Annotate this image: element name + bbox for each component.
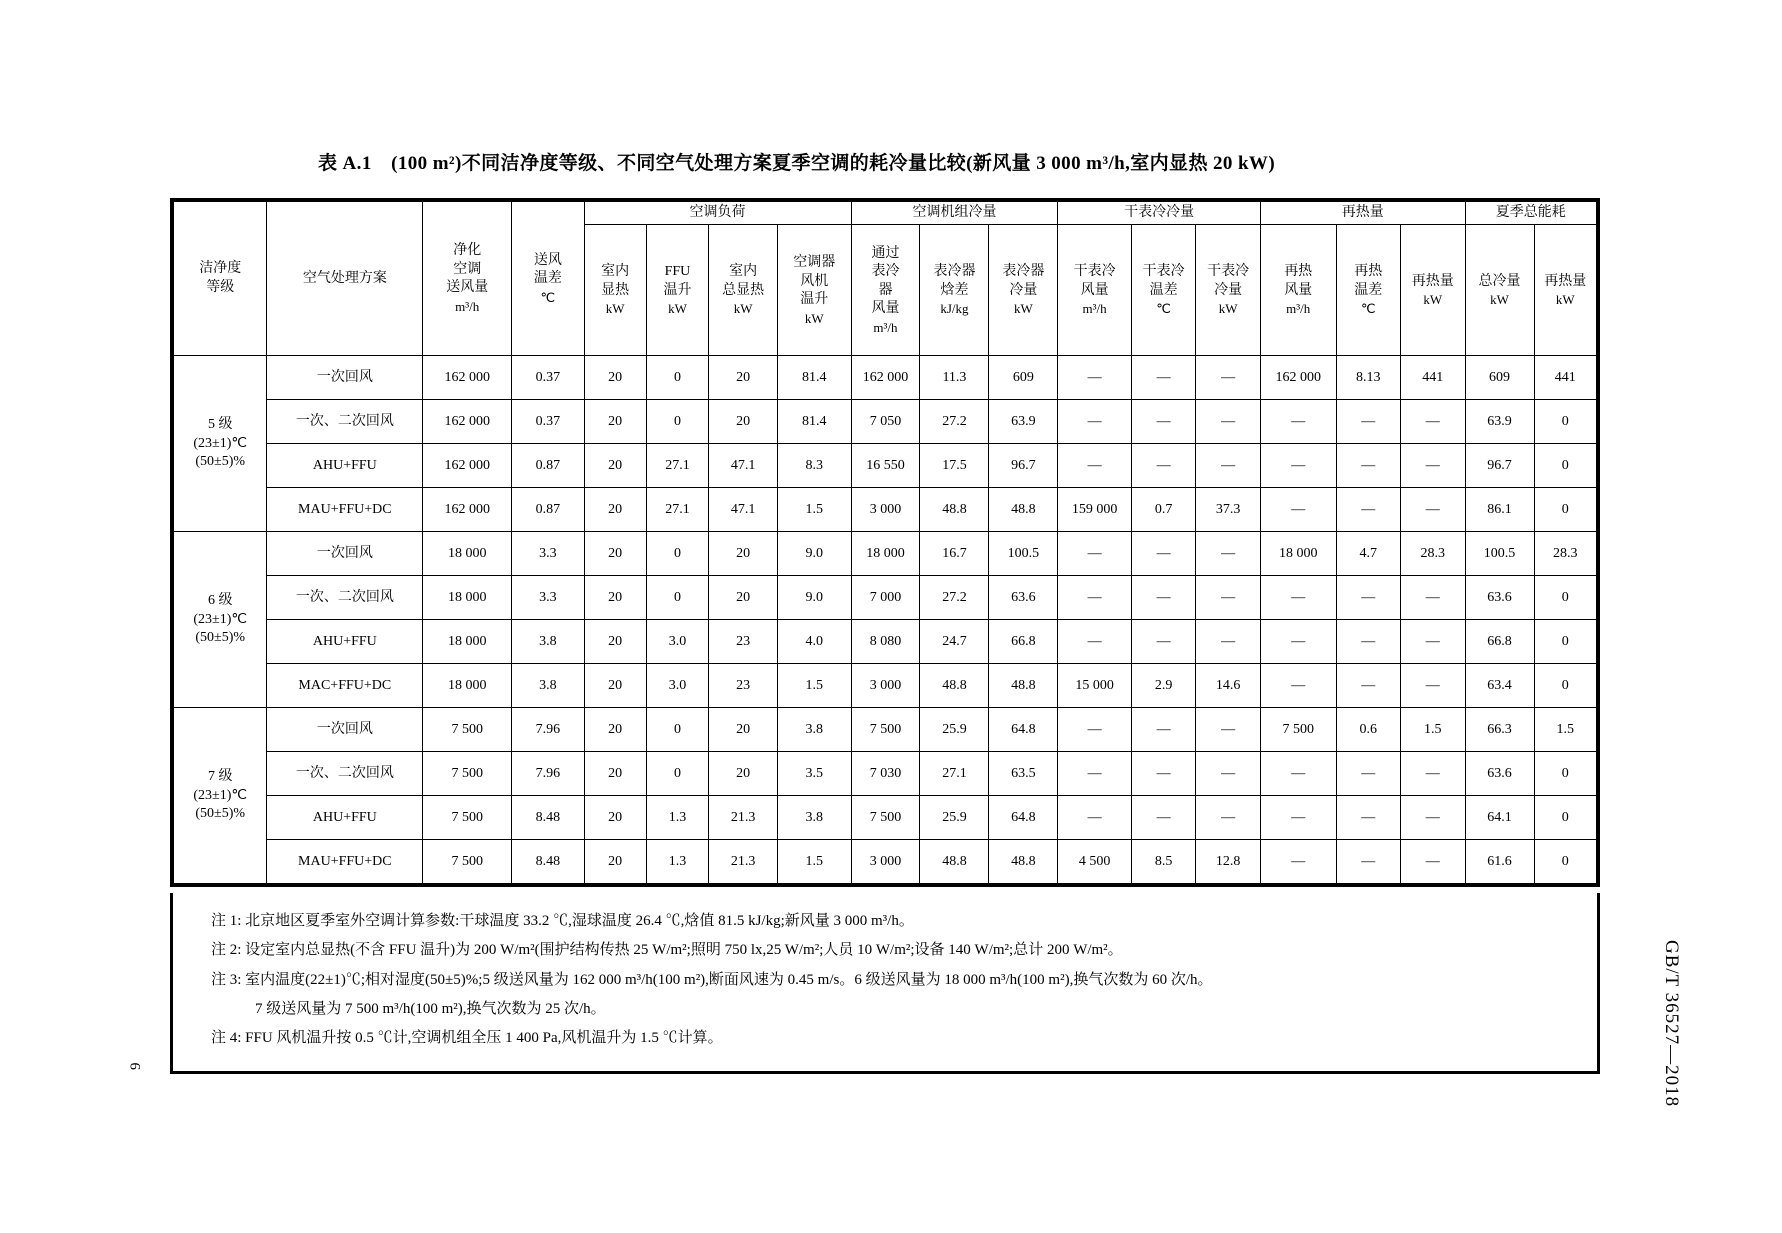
cell: — <box>1260 576 1336 620</box>
table-body <box>174 356 1597 884</box>
scheme-label: 一次、二次回风 <box>267 576 423 620</box>
table-notes <box>170 893 1600 1074</box>
cell: 23 <box>709 664 778 708</box>
note-item: 注 3: 室内温度(22±1)℃;相对湿度(50±5)%;5 级送风量为 162 000 m³/h(100 m²),断面风速为 0.45 m/s。6 级送风量为 18 000 m³/h(100 m²),换气次数为 60 次/h。 <box>211 971 1213 988</box>
scheme-label: 一次回风 <box>267 532 423 576</box>
cell: 1.5 <box>1534 708 1596 752</box>
cell: 7 500 <box>423 796 512 840</box>
cell: 20 <box>584 796 646 840</box>
scheme-label: MAU+FFU+DC <box>267 488 423 532</box>
page-number: 9 <box>128 1062 144 1070</box>
table-row <box>174 840 1597 884</box>
scheme-label: MAC+FFU+DC <box>267 664 423 708</box>
cell: 63.9 <box>989 400 1058 444</box>
table-row <box>174 532 1597 576</box>
cell: — <box>1196 620 1261 664</box>
cell: 0 <box>646 576 708 620</box>
cell: — <box>1058 576 1131 620</box>
cell: 0 <box>1534 444 1596 488</box>
table-row <box>174 444 1597 488</box>
cell: 18 000 <box>1260 532 1336 576</box>
scheme-label: AHU+FFU <box>267 444 423 488</box>
cell: 4.0 <box>778 620 851 664</box>
cell: — <box>1260 752 1336 796</box>
cell: 16 550 <box>851 444 920 488</box>
comparison-table <box>173 201 1597 884</box>
cell: 11.3 <box>920 356 989 400</box>
cell: 3.3 <box>512 576 584 620</box>
cell: 27.1 <box>646 488 708 532</box>
cell: 4.7 <box>1336 532 1401 576</box>
table-row <box>174 356 1597 400</box>
cell: 0.6 <box>1336 708 1401 752</box>
cell: — <box>1058 752 1131 796</box>
cell: — <box>1336 620 1401 664</box>
cell: — <box>1260 796 1336 840</box>
cell: 20 <box>709 752 778 796</box>
cell: 25.9 <box>920 796 989 840</box>
group-header-reheat: 再热量 <box>1260 202 1465 225</box>
cell: 1.5 <box>778 664 851 708</box>
cell: 81.4 <box>778 356 851 400</box>
cell: — <box>1131 796 1196 840</box>
cell: 3 000 <box>851 840 920 884</box>
cell: 0.7 <box>1131 488 1196 532</box>
cell: 20 <box>584 400 646 444</box>
cell: 0 <box>1534 488 1596 532</box>
cell: 64.1 <box>1465 796 1534 840</box>
cell: 27.2 <box>920 400 989 444</box>
cell: — <box>1401 620 1466 664</box>
cell: 7 050 <box>851 400 920 444</box>
cell: 609 <box>1465 356 1534 400</box>
cell: 0 <box>646 708 708 752</box>
table-row <box>174 752 1597 796</box>
cell: 63.5 <box>989 752 1058 796</box>
standard-number: GB/T 36527—2018 <box>1661 940 1682 1108</box>
cell: 96.7 <box>989 444 1058 488</box>
cell: 16.7 <box>920 532 989 576</box>
cell: — <box>1336 796 1401 840</box>
cell: 27.2 <box>920 576 989 620</box>
cell: 3.8 <box>778 796 851 840</box>
cell: 0 <box>1534 840 1596 884</box>
cell: 27.1 <box>920 752 989 796</box>
cell: — <box>1131 532 1196 576</box>
cell: 3.0 <box>646 620 708 664</box>
cell: — <box>1260 400 1336 444</box>
cell: 1.5 <box>778 488 851 532</box>
table-row <box>174 400 1597 444</box>
cell: 3 000 <box>851 664 920 708</box>
cell: — <box>1336 664 1401 708</box>
cell: 1.3 <box>646 796 708 840</box>
cell: 48.8 <box>920 488 989 532</box>
cell: — <box>1196 708 1261 752</box>
cell: 4 500 <box>1058 840 1131 884</box>
cell: 64.8 <box>989 796 1058 840</box>
cell: 162 000 <box>423 444 512 488</box>
cell: 20 <box>584 532 646 576</box>
cell: 162 000 <box>851 356 920 400</box>
cell: — <box>1401 400 1466 444</box>
cell: 17.5 <box>920 444 989 488</box>
header-cell-dry-coil-cooling: 干表冷 冷量 kW <box>1196 225 1261 356</box>
cell: 47.1 <box>709 488 778 532</box>
cell: — <box>1401 488 1466 532</box>
cell: — <box>1058 400 1131 444</box>
cell: 18 000 <box>423 664 512 708</box>
cell: 8.13 <box>1336 356 1401 400</box>
table-header <box>174 202 1597 356</box>
cell: 7 500 <box>1260 708 1336 752</box>
cell: 20 <box>584 708 646 752</box>
cell: 24.7 <box>920 620 989 664</box>
cell: 28.3 <box>1534 532 1596 576</box>
cell: 48.8 <box>920 840 989 884</box>
cell: — <box>1401 576 1466 620</box>
cell: 100.5 <box>1465 532 1534 576</box>
scheme-label: AHU+FFU <box>267 796 423 840</box>
cell: 18 000 <box>423 532 512 576</box>
cell: 63.6 <box>1465 752 1534 796</box>
header-cell-scheme: 空气处理方案 <box>267 202 423 356</box>
cell: — <box>1401 840 1466 884</box>
cell: 20 <box>709 708 778 752</box>
cell: 0.87 <box>512 444 584 488</box>
cell: 1.5 <box>778 840 851 884</box>
cell: 8.48 <box>512 840 584 884</box>
row-group-label-7: 7 级 (23±1)℃ (50±5)% <box>174 708 267 884</box>
cell: 0 <box>646 356 708 400</box>
cell: — <box>1196 532 1261 576</box>
cell: 20 <box>584 356 646 400</box>
header-cell-reheat-airflow: 再热 风量 m³/h <box>1260 225 1336 356</box>
cell: 63.4 <box>1465 664 1534 708</box>
cell: 48.8 <box>989 664 1058 708</box>
cell: 0 <box>646 532 708 576</box>
note-item: 注 4: FFU 风机温升按 0.5 ℃计,空调机组全压 1 400 Pa,风机温升为 1.5 ℃计算。 <box>211 1030 723 1046</box>
cell: — <box>1401 796 1466 840</box>
cell: 7 500 <box>851 796 920 840</box>
row-group-label-5: 5 级 (23±1)℃ (50±5)% <box>174 356 267 532</box>
cell: 66.8 <box>989 620 1058 664</box>
cell: 162 000 <box>1260 356 1336 400</box>
header-cell-coil-cooling: 表冷器 冷量 kW <box>989 225 1058 356</box>
cell: — <box>1336 400 1401 444</box>
header-cell-reheat-temp-diff: 再热 温差 ℃ <box>1336 225 1401 356</box>
cell: 0 <box>1534 796 1596 840</box>
header-cell-reheat-amount: 再热量 kW <box>1401 225 1466 356</box>
header-cell-cleanliness: 洁净度 等级 <box>174 202 267 356</box>
cell: — <box>1058 356 1131 400</box>
cell: — <box>1336 752 1401 796</box>
cell: 28.3 <box>1401 532 1466 576</box>
cell: 3.3 <box>512 532 584 576</box>
cell: 0.37 <box>512 356 584 400</box>
cell: 14.6 <box>1196 664 1261 708</box>
cell: 9.0 <box>778 576 851 620</box>
cell: 100.5 <box>989 532 1058 576</box>
cell: 0 <box>1534 664 1596 708</box>
cell: 0 <box>1534 400 1596 444</box>
header-cell-indoor-total-sensible: 室内 总显热 kW <box>709 225 778 356</box>
cell: — <box>1336 576 1401 620</box>
cell: 0 <box>1534 576 1596 620</box>
cell: 0.37 <box>512 400 584 444</box>
cell: 20 <box>709 356 778 400</box>
note-item: 注 1: 北京地区夏季室外空调计算参数:干球温度 33.2 ℃,湿球温度 26.4 ℃,焓值 81.5 kJ/kg;新风量 3 000 m³/h。 <box>211 913 914 929</box>
cell: 96.7 <box>1465 444 1534 488</box>
cell: 20 <box>584 576 646 620</box>
table-row <box>174 576 1597 620</box>
cell: — <box>1058 796 1131 840</box>
cell: 66.8 <box>1465 620 1534 664</box>
cell: 12.8 <box>1196 840 1261 884</box>
header-cell-ffu-temp-rise: FFU 温升 kW <box>646 225 708 356</box>
cell: 3 000 <box>851 488 920 532</box>
table-caption: 表 A.1 (100 m²)不同洁净度等级、不同空气处理方案夏季空调的耗冷量比较(新风量 3 000 m³/h,室内显热 20 kW) <box>318 153 1276 174</box>
cell: 1.3 <box>646 840 708 884</box>
table-row <box>174 488 1597 532</box>
note-item: 注 2: 设定室内总显热(不含 FFU 温升)为 200 W/m²(围护结构传热 25 W/m²;照明 750 lx,25 W/m²;人员 10 W/m²;设备 140 W/m²;总计 200 W/m²。 <box>211 942 1123 959</box>
cell: 7 500 <box>423 840 512 884</box>
cell: — <box>1131 400 1196 444</box>
cell: 64.8 <box>989 708 1058 752</box>
cell: — <box>1131 444 1196 488</box>
cell: 0 <box>646 752 708 796</box>
header-cell-airflow: 净化 空调 送风量 m³/h <box>423 202 512 356</box>
cell: 23 <box>709 620 778 664</box>
cell: — <box>1260 840 1336 884</box>
comparison-table-container <box>170 198 1600 887</box>
cell: 20 <box>584 444 646 488</box>
cell: 47.1 <box>709 444 778 488</box>
cell: — <box>1196 356 1261 400</box>
cell: — <box>1336 488 1401 532</box>
cell: — <box>1131 356 1196 400</box>
group-header-ahu-cooling: 空调机组冷量 <box>851 202 1058 225</box>
cell: 8.5 <box>1131 840 1196 884</box>
cell: 0 <box>1534 620 1596 664</box>
cell: 609 <box>989 356 1058 400</box>
header-cell-total-cooling: 总冷量 kW <box>1465 225 1534 356</box>
cell: 7.96 <box>512 752 584 796</box>
cell: — <box>1196 752 1261 796</box>
cell: 441 <box>1401 356 1466 400</box>
cell: 18 000 <box>423 576 512 620</box>
cell: — <box>1401 444 1466 488</box>
cell: — <box>1058 708 1131 752</box>
table-row <box>174 620 1597 664</box>
cell: — <box>1260 620 1336 664</box>
cell: 21.3 <box>709 796 778 840</box>
scheme-label: MAU+FFU+DC <box>267 840 423 884</box>
header-cell-coil-enthalpy-diff: 表冷器 焓差 kJ/kg <box>920 225 989 356</box>
cell: — <box>1260 444 1336 488</box>
cell: 20 <box>584 664 646 708</box>
group-header-total-energy: 夏季总能耗 <box>1465 202 1596 225</box>
cell: 61.6 <box>1465 840 1534 884</box>
cell: — <box>1058 620 1131 664</box>
cell: — <box>1336 444 1401 488</box>
header-cell-coil-airflow: 通过 表冷 器 风量 m³/h <box>851 225 920 356</box>
cell: 3.0 <box>646 664 708 708</box>
cell: — <box>1196 796 1261 840</box>
cell: — <box>1401 752 1466 796</box>
table-row <box>174 796 1597 840</box>
cell: 2.9 <box>1131 664 1196 708</box>
cell: — <box>1131 708 1196 752</box>
scheme-label: 一次、二次回风 <box>267 752 423 796</box>
cell: — <box>1131 576 1196 620</box>
cell: 162 000 <box>423 356 512 400</box>
cell: 0 <box>1534 752 1596 796</box>
row-group-label-6: 6 级 (23±1)℃ (50±5)% <box>174 532 267 708</box>
scheme-label: 一次回风 <box>267 708 423 752</box>
cell: — <box>1058 444 1131 488</box>
cell: 441 <box>1534 356 1596 400</box>
cell: 7 500 <box>851 708 920 752</box>
cell: 162 000 <box>423 488 512 532</box>
cell: 20 <box>709 400 778 444</box>
cell: 0 <box>646 400 708 444</box>
cell: — <box>1196 400 1261 444</box>
scheme-label: AHU+FFU <box>267 620 423 664</box>
cell: 15 000 <box>1058 664 1131 708</box>
header-cell-dry-coil-airflow: 干表冷 风量 m³/h <box>1058 225 1131 356</box>
cell: — <box>1260 664 1336 708</box>
cell: 18 000 <box>423 620 512 664</box>
cell: 7 500 <box>423 752 512 796</box>
cell: 7 030 <box>851 752 920 796</box>
group-header-ac-load: 空调负荷 <box>584 202 851 225</box>
cell: 0.87 <box>512 488 584 532</box>
cell: 3.5 <box>778 752 851 796</box>
cell: 8.3 <box>778 444 851 488</box>
cell: 20 <box>709 532 778 576</box>
cell: 7.96 <box>512 708 584 752</box>
cell: 8 080 <box>851 620 920 664</box>
cell: 86.1 <box>1465 488 1534 532</box>
group-header-dry-coil: 干表冷冷量 <box>1058 202 1260 225</box>
cell: 1.5 <box>1401 708 1466 752</box>
cell: 48.8 <box>920 664 989 708</box>
cell: — <box>1336 840 1401 884</box>
cell: 162 000 <box>423 400 512 444</box>
cell: 3.8 <box>778 708 851 752</box>
note-item-continued: 7 级送风量为 7 500 m³/h(100 m²),换气次数为 25 次/h。 <box>255 1000 606 1017</box>
cell: 81.4 <box>778 400 851 444</box>
scheme-label: 一次回风 <box>267 356 423 400</box>
cell: 9.0 <box>778 532 851 576</box>
cell: 25.9 <box>920 708 989 752</box>
cell: 7 500 <box>423 708 512 752</box>
cell: 37.3 <box>1196 488 1261 532</box>
cell: — <box>1196 576 1261 620</box>
header-cell-indoor-sensible: 室内 显热 kW <box>584 225 646 356</box>
header-cell-total-reheat: 再热量 kW <box>1534 225 1596 356</box>
cell: 3.8 <box>512 620 584 664</box>
scheme-label: 一次、二次回风 <box>267 400 423 444</box>
table-row <box>174 664 1597 708</box>
cell: 48.8 <box>989 840 1058 884</box>
cell: 27.1 <box>646 444 708 488</box>
group-header-row <box>174 202 1597 225</box>
header-cell-supply-temp-diff: 送风 温差 ℃ <box>512 202 584 356</box>
header-cell-fan-temp-rise: 空调器 风机 温升 kW <box>778 225 851 356</box>
cell: — <box>1058 532 1131 576</box>
cell: 20 <box>709 576 778 620</box>
cell: 8.48 <box>512 796 584 840</box>
cell: 63.6 <box>1465 576 1534 620</box>
cell: 21.3 <box>709 840 778 884</box>
table-row <box>174 708 1597 752</box>
cell: — <box>1131 620 1196 664</box>
cell: 20 <box>584 620 646 664</box>
cell: 7 000 <box>851 576 920 620</box>
cell: 159 000 <box>1058 488 1131 532</box>
cell: 20 <box>584 752 646 796</box>
cell: 63.9 <box>1465 400 1534 444</box>
cell: — <box>1196 444 1261 488</box>
cell: — <box>1401 664 1466 708</box>
cell: — <box>1260 488 1336 532</box>
cell: 66.3 <box>1465 708 1534 752</box>
cell: 63.6 <box>989 576 1058 620</box>
header-cell-dry-coil-temp-diff: 干表冷 温差 ℃ <box>1131 225 1196 356</box>
cell: 20 <box>584 488 646 532</box>
cell: 18 000 <box>851 532 920 576</box>
cell: 3.8 <box>512 664 584 708</box>
cell: 20 <box>584 840 646 884</box>
cell: 48.8 <box>989 488 1058 532</box>
cell: — <box>1131 752 1196 796</box>
